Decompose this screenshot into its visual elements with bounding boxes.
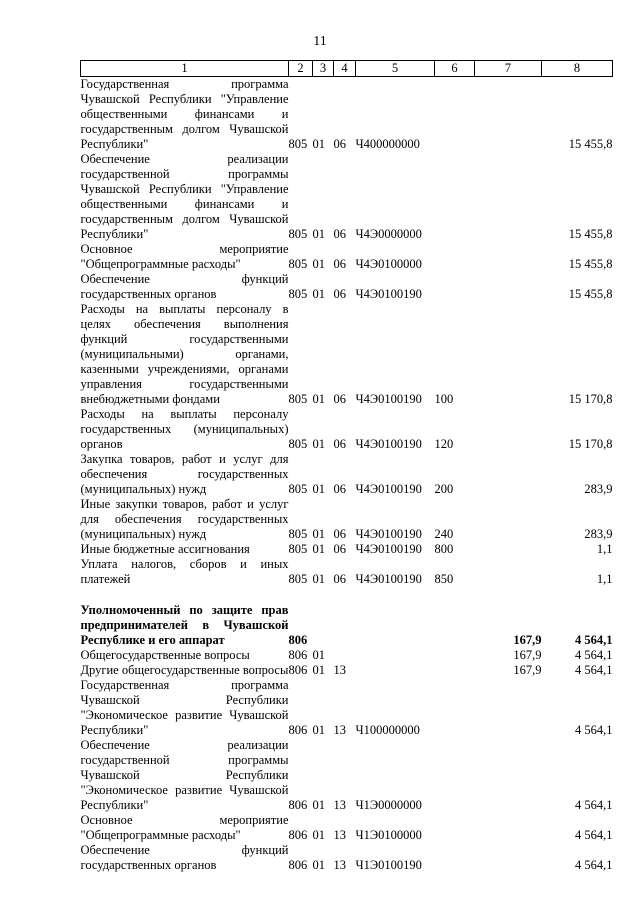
amount-col7-cell: 167,9 [513,633,542,647]
table-row [81,557,613,587]
section-cell: 01 [312,527,325,541]
amount-col7-cell [475,497,542,542]
target-article-cell: Ч1Э0100190 [355,858,422,872]
target-article-cell [356,663,435,678]
expense-group-cell: 100 [434,392,454,406]
target-article-cell: Ч1Э0100000 [355,828,422,842]
section-cell: 01 [312,572,325,586]
amount-col8-cell: 15 455,8 [568,257,613,271]
table-row [81,663,613,678]
subsection-cell: 06 [333,392,346,406]
target-article-cell: Ч4Э0100190 [355,287,422,301]
subsection-cell: 13 [333,723,346,737]
section-cell: 01 [312,227,325,241]
target-article-cell: Ч100000000 [355,723,420,737]
admin-code-cell: 805 [288,572,308,586]
subsection-cell [334,648,356,663]
row-name-cell: Обеспечение реализации государственной программы Чувашской Республики "Управление общественными финансами и государственным долгом Чувашской Республики" [80,152,289,241]
amount-col8-cell: 4 564,1 [575,663,613,677]
amount-col8-cell: 1,1 [596,572,613,586]
expense-group-cell [435,663,475,678]
target-article-cell: Ч400000000 [355,137,420,151]
column-header: 1 [81,61,289,77]
amount-col7-cell [475,738,542,813]
expense-group-cell [435,152,475,242]
amount-col8-cell: 4 564,1 [575,828,613,842]
column-header: 5 [356,61,435,77]
admin-code-cell: 806 [288,828,308,842]
subsection-cell: 06 [333,287,346,301]
column-header: 8 [542,61,613,77]
admin-code-cell: 806 [288,798,308,812]
expense-group-cell: 120 [434,437,454,451]
amount-col8-cell: 15 170,8 [568,392,613,406]
amount-col7-cell [475,843,542,873]
admin-code-cell: 806 [288,663,308,677]
subsection-cell: 13 [333,858,346,872]
amount-col8-cell: 4 564,1 [575,798,613,812]
amount-col8-cell: 15 455,8 [568,137,613,151]
column-number-row [81,61,613,77]
target-article-cell: Ч4Э0100190 [355,392,422,406]
section-cell: 01 [312,648,325,662]
row-name-cell: Обеспечение функций государственных органов [80,272,289,301]
subsection-cell: 06 [333,257,346,271]
table-row [81,407,613,452]
expense-group-cell [435,738,475,813]
amount-col8-cell: 15 170,8 [568,437,613,451]
subsection-cell: 06 [333,482,346,496]
admin-code-cell: 805 [288,527,308,541]
table-row [81,648,613,663]
target-article-cell: Ч4Э0000000 [355,227,422,241]
target-article-cell: Ч4Э0100190 [355,482,422,496]
table-body [81,77,613,874]
section-cell: 01 [312,828,325,842]
section-cell: 01 [312,663,325,677]
subsection-cell: 13 [333,828,346,842]
section-cell: 01 [312,287,325,301]
expense-group-cell: 850 [434,572,454,586]
amount-col7-cell: 167,9 [513,663,542,677]
target-article-cell: Ч1Э0000000 [355,798,422,812]
subsection-cell: 06 [333,437,346,451]
admin-code-cell: 805 [288,257,308,271]
amount-col8-cell: 283,9 [584,527,613,541]
row-name-cell: Общегосударственные вопросы [80,648,250,662]
column-header: 7 [475,61,542,77]
section-cell: 01 [312,137,325,151]
expense-group-cell [435,648,475,663]
subsection-cell: 06 [333,527,346,541]
expense-group-cell [435,678,475,738]
table-row [81,678,613,738]
expense-group-cell: 800 [434,542,454,556]
section-cell [313,603,334,648]
row-name-cell: Закупка товаров, работ и услуг для обеспечения государственных (муниципальных) нужд [80,452,289,496]
row-name-cell: Основное мероприятие "Общепрограммные расходы" [80,813,289,842]
amount-col7-cell [475,302,542,407]
amount-col8-cell: 15 455,8 [568,227,613,241]
amount-col7-cell [475,452,542,497]
column-header: 2 [289,61,313,77]
amount-col7-cell [475,77,542,153]
subsection-cell: 06 [333,227,346,241]
section-cell: 01 [312,392,325,406]
table-row [81,242,613,272]
spacer-cell [81,587,613,603]
section-cell: 01 [312,858,325,872]
row-name-cell: Обеспечение функций государственных органов [80,843,289,872]
budget-table [80,60,613,873]
amount-col7-cell [475,557,542,587]
table-row [81,497,613,542]
amount-col8-cell: 4 564,1 [575,633,613,647]
target-article-cell: Ч4Э0100190 [355,572,422,586]
table-row [81,542,613,557]
row-name-cell: Другие общегосударственные вопросы [80,663,289,677]
admin-code-cell: 805 [288,287,308,301]
table-row [81,77,613,153]
row-name-cell: Иные бюджетные ассигнования [80,542,250,556]
amount-col7-cell [475,542,542,557]
column-header: 6 [435,61,475,77]
amount-col7-cell [475,152,542,242]
amount-col8-cell: 4 564,1 [575,858,613,872]
amount-col7-cell: 167,9 [513,648,542,662]
section-cell: 01 [312,798,325,812]
spacer-row [81,587,613,603]
section-cell: 01 [312,723,325,737]
expense-group-cell [435,272,475,302]
expense-group-cell [435,77,475,153]
amount-col8-cell: 4 564,1 [575,648,613,662]
subsection-cell: 13 [333,798,346,812]
amount-col7-cell [475,813,542,843]
expense-group-cell [435,242,475,272]
subsection-cell: 13 [333,663,346,677]
amount-col8-cell: 1,1 [596,542,613,556]
expense-group-cell: 240 [434,527,454,541]
amount-col7-cell [475,242,542,272]
subsection-cell: 06 [333,137,346,151]
row-name-cell: Обеспечение реализации государственной программы Чувашской Республики "Экономическое развитие Чувашской Республики" [80,738,289,812]
row-name-cell: Иные закупки товаров, работ и услуг для обеспечения государственных (муниципальных) нужд [80,497,289,541]
table-row [81,272,613,302]
target-article-cell [356,603,435,648]
target-article-cell: Ч4Э0100000 [355,257,422,271]
admin-code-cell: 805 [288,392,308,406]
admin-code-cell: 805 [288,542,308,556]
row-name-cell: Уплата налогов, сборов и иных платежей [80,557,289,586]
section-cell: 01 [312,257,325,271]
row-name-cell: Государственная программа Чувашской Республики "Экономическое развитие Чувашской Республики" [80,678,289,737]
amount-col7-cell [475,407,542,452]
column-header: 3 [313,61,334,77]
admin-code-cell: 806 [288,648,308,662]
amount-col8-cell: 283,9 [584,482,613,496]
admin-code-cell: 806 [288,633,308,647]
table-row [81,452,613,497]
subsection-cell: 06 [333,542,346,556]
row-name-cell: Расходы на выплаты персоналу в целях обеспечения выполнения функций государственными (муниципальными) органами, казенными учреждениями, органами управления государственными внебюджетными фондами [80,302,289,406]
row-name-cell: Государственная программа Чувашской Республики "Управление общественными финансами и государственным долгом Чувашской Республики" [80,77,289,151]
admin-code-cell: 805 [288,227,308,241]
target-article-cell: Ч4Э0100190 [355,542,422,556]
target-article-cell: Ч4Э0100190 [355,527,422,541]
table-row [81,302,613,407]
expense-group-cell [435,813,475,843]
expense-group-cell: 200 [434,482,454,496]
admin-code-cell: 805 [288,482,308,496]
admin-code-cell: 806 [288,858,308,872]
table-row [81,813,613,843]
amount-col7-cell [475,272,542,302]
column-header: 4 [334,61,356,77]
amount-col7-cell [475,678,542,738]
expense-group-cell [435,603,475,648]
admin-code-cell: 805 [288,437,308,451]
subsection-cell [334,603,356,648]
amount-col8-cell: 4 564,1 [575,723,613,737]
row-name-cell: Уполномоченный по защите прав предпринимателей в Чувашской Республике и его аппарат [80,603,289,647]
table-row [81,603,613,648]
admin-code-cell: 805 [288,137,308,151]
section-cell: 01 [312,482,325,496]
section-cell: 01 [312,437,325,451]
admin-code-cell: 806 [288,723,308,737]
subsection-cell: 06 [333,572,346,586]
expense-group-cell [435,843,475,873]
amount-col8-cell: 15 455,8 [568,287,613,301]
table-row [81,843,613,873]
section-cell: 01 [312,542,325,556]
row-name-cell: Расходы на выплаты персоналу государственных (муниципальных) органов [80,407,289,451]
page-number: 11 [313,34,327,49]
target-article-cell [356,648,435,663]
table-row [81,738,613,813]
target-article-cell: Ч4Э0100190 [355,437,422,451]
row-name-cell: Основное мероприятие "Общепрограммные расходы" [80,242,289,271]
table-row [81,152,613,242]
